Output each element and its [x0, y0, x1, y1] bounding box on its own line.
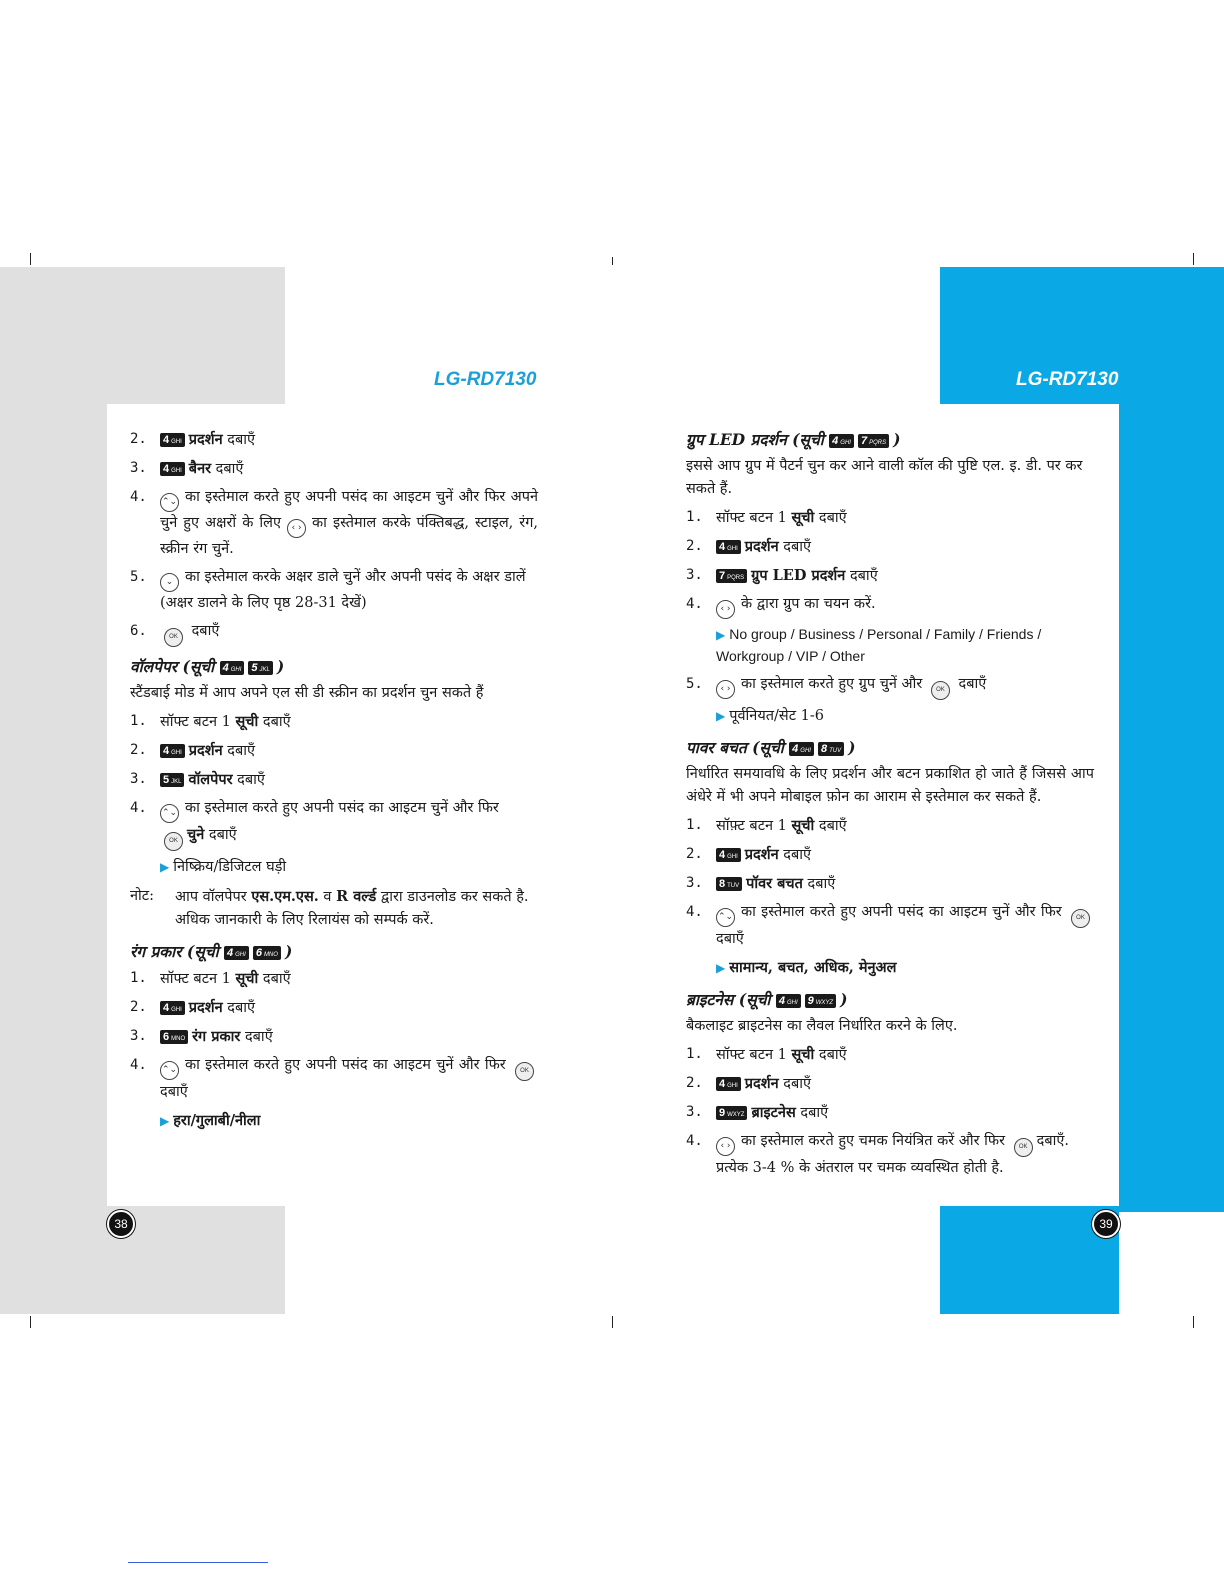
left-page-content	[130, 428, 538, 1139]
section-description: निर्धारित समयावधि के लिए प्रदर्शन और बटन प्रकाशित हो जाते हैं जिससे आप अंधेरे में भी अपने मोबाइल फ़ोन का आराम से इस्तेमाल कर सकते हैं.	[686, 766, 1094, 805]
step-item: 3. 7 PQRS ग्रुप LED प्रदर्शन दबाएँ	[686, 567, 878, 584]
step-item: 5. ⌄ का इस्तेमाल करके अक्षर डाले चुनें और अपनी पसंद के अक्षर डालें (अक्षर डालने के लिए पृष्ठ 28-31 देखें)	[130, 569, 526, 611]
triangle-bullet-icon: ▶	[160, 1114, 170, 1128]
step-item: 5. ‹ › का इस्तेमाल करते हुए ग्रुप चुनें और OK दबाएँ	[686, 673, 1094, 700]
step-item: 1. सॉफ़्ट बटन 1 सूची दबाएँ	[686, 817, 847, 834]
key-4-icon: 4 GHI	[829, 434, 854, 448]
nav-left-right-icon: ‹ ›	[716, 600, 735, 619]
key-8-icon: 8 TUV	[818, 742, 844, 756]
step-item: 4. ⌃⌄ का इस्तेमाल करते हुए अपनी पसंद का आइटम चुनें और फिर OKदबाएँ	[686, 901, 1094, 951]
key-5-icon: 5 JKL	[160, 773, 184, 787]
crop-mark	[30, 1316, 31, 1328]
option-list: ▶ निष्क्रिय/डिजिटल घड़ी	[160, 859, 287, 875]
section-heading: रंग प्रकार (सूची 4 GHI 6 MNO )	[130, 942, 293, 961]
option-list: ▶ No group / Business / Personal / Family / Friends / Workgroup / VIP / Other	[716, 626, 1042, 664]
right-page-panel	[1119, 404, 1224, 1212]
left-page-panel	[0, 1206, 285, 1314]
step-item: 4. ‹ › के द्वारा ग्रुप का चयन करें.	[686, 593, 1094, 619]
step-item: 6. OK दबाएँ	[130, 620, 538, 647]
step-item: 2. 4 GHI प्रदर्शन दबाएँ	[686, 538, 812, 555]
nav-left-right-icon: ‹ ›	[287, 519, 306, 538]
page-number-right: 39	[1092, 1210, 1120, 1238]
crop-mark	[612, 1316, 613, 1328]
option-list: ▶ हरा/गुलाबी/नीला	[160, 1112, 261, 1129]
triangle-bullet-icon: ▶	[716, 961, 726, 975]
step-item: 4. ⌃⌄ का इस्तेमाल करते हुए अपनी पसंद का आइटम चुनें और फिर OKदबाएँ	[130, 1054, 538, 1104]
step-item: 4. ‹ › का इस्तेमाल करते हुए चमक नियंत्रित करें और फिर OK दबाएँ. प्रत्येक 3-4 % के अंतराल पर चमक व्यवस्थित होती है.	[686, 1133, 1070, 1176]
key-4-icon: 4 GHI	[789, 742, 814, 756]
step-item: 2. 4 GHI प्रदर्शन दबाएँ	[130, 742, 256, 759]
crop-mark	[30, 253, 31, 265]
step-item: 3. 4 GHI बैनर दबाएँ	[130, 460, 244, 477]
ok-key-icon: OK	[164, 628, 183, 647]
key-4-icon: 4 GHI	[776, 994, 801, 1008]
ok-key-icon: OK	[1014, 1138, 1033, 1157]
step-item: 4. ⌃⌄ का इस्तेमाल करते हुए अपनी पसंद का आइटम चुनें और फिर OK चुने दबाएँ	[130, 797, 538, 851]
nav-up-down-icon: ⌃⌄	[160, 1061, 179, 1080]
key-4-icon: 4 GHI	[220, 661, 245, 675]
section-heading: वॉलपेपर (सूची 4 GHI 5 JKL )	[130, 657, 285, 676]
nav-up-down-icon: ⌃⌄	[716, 908, 735, 927]
step-item: 2. 4 GHI प्रदर्शन दबाएँ	[130, 999, 256, 1016]
key-4-icon: 4 GHI	[160, 744, 185, 758]
step-item: 1. सॉफ्ट बटन 1 सूची दबाएँ	[130, 970, 291, 987]
key-4-icon: 4 GHI	[160, 1001, 185, 1015]
model-header-left: LG-RD7130	[434, 369, 537, 390]
ok-key-icon: OK	[1071, 909, 1090, 928]
step-item: 2. 4 GHI प्रदर्शन दबाएँ	[130, 431, 256, 448]
section-description: इससे आप ग्रुप में पैटर्न चुन कर आने वाली कॉल की पुष्टि एल. इ. डी. पर कर सकते हैं.	[686, 458, 1083, 497]
model-header-right: LG-RD7130	[1016, 369, 1119, 390]
step-item: 4. ⌃⌄ का इस्तेमाल करते हुए अपनी पसंद का आइटम चुनें और फिर अपने चुने हुए अक्षरों के लिए ‹ › का इस्तेमाल करके पंक्तिबद्ध, स्टाइल, रंग, स्क्रीन रंग चुनें.	[130, 489, 539, 557]
key-9-icon: 9 WXYZ	[716, 1106, 747, 1120]
step-item: 2. 4 GHI प्रदर्शन दबाएँ	[686, 1075, 812, 1092]
triangle-bullet-icon: ▶	[160, 860, 170, 874]
key-4-icon: 4 GHI	[160, 433, 185, 447]
section-heading: पावर बचत (सूची 4 GHI 8 TUV )	[686, 738, 856, 757]
step-item: 2. 4 GHI प्रदर्शन दबाएँ	[686, 846, 812, 863]
nav-left-right-icon: ‹ ›	[716, 1137, 735, 1156]
key-6-icon: 6 MNO	[160, 1030, 188, 1044]
nav-down-icon: ⌄	[160, 573, 179, 592]
key-4-icon: 4 GHI	[160, 462, 185, 476]
key-4-icon: 4 GHI	[716, 540, 741, 554]
triangle-bullet-icon: ▶	[716, 628, 726, 642]
triangle-bullet-icon: ▶	[716, 709, 726, 723]
left-page-panel	[0, 267, 285, 404]
key-4-icon: 4 GHI	[224, 946, 249, 960]
step-item: 3. 6 MNO रंग प्रकार दबाएँ	[130, 1028, 273, 1045]
right-page-content	[686, 428, 1094, 1185]
crop-mark	[1193, 1316, 1194, 1328]
nav-up-down-icon: ⌃⌄	[160, 804, 179, 823]
option-list: ▶ पूर्वनियत/सेट 1-6	[716, 708, 824, 724]
section-heading: ग्रुप LED प्रदर्शन (सूची 4 GHI 7 PQRS )	[686, 430, 901, 449]
crop-mark	[612, 257, 613, 265]
ok-key-icon: OK	[515, 1062, 534, 1081]
key-5-icon: 5 JKL	[248, 661, 272, 675]
nav-up-down-icon: ⌃⌄	[160, 493, 179, 512]
key-6-icon: 6 MNO	[253, 946, 281, 960]
key-8-icon: 8 TUV	[716, 877, 742, 891]
step-item: 3. 8 TUV पॉवर बचत दबाएँ	[686, 875, 836, 892]
step-item: 3. 5 JKL वॉलपेपर दबाएँ	[130, 771, 265, 788]
step-item: 3. 9 WXYZ ब्राइटनेस दबाएँ	[686, 1104, 829, 1121]
section-heading: ब्राइटनेस (सूची 4 GHI 9 WXYZ )	[686, 990, 848, 1009]
key-9-icon: 9 WXYZ	[805, 994, 836, 1008]
key-7-icon: 7 PQRS	[716, 569, 747, 583]
option-list: ▶ सामान्य, बचत, अधिक, मेनुअल	[716, 959, 897, 976]
key-4-icon: 4 GHI	[716, 1077, 741, 1091]
key-7-icon: 7 PQRS	[858, 434, 889, 448]
left-page-panel	[0, 404, 107, 1212]
section-description: स्टैंडबाई मोड में आप अपने एल सी डी स्क्रीन का प्रदर्शन चुन सकते हैं	[130, 685, 484, 701]
step-item: 1. सॉफ्ट बटन 1 सूची दबाएँ	[130, 713, 291, 730]
ok-key-icon: OK	[164, 832, 183, 851]
key-4-icon: 4 GHI	[716, 848, 741, 862]
page-number-left: 38	[107, 1210, 135, 1238]
footer-rule	[128, 1562, 268, 1563]
ok-key-icon: OK	[931, 681, 950, 700]
crop-mark	[1193, 253, 1194, 265]
section-description: बैकलाइट ब्राइटनेस का लैवल निर्धारित करने के लिए.	[686, 1018, 958, 1034]
step-item: 1. सॉफ्ट बटन 1 सूची दबाएँ	[686, 509, 847, 526]
step-item: 1. सॉफ्ट बटन 1 सूची दबाएँ	[686, 1046, 847, 1063]
nav-left-right-icon: ‹ ›	[716, 680, 735, 699]
note: नोट: आप वॉलपेपर एस.एम.एस. व R वर्ल्ड द्वारा डाउनलोड कर सकते है. अधिक जानकारी के लिए रिलायंस को सम्पर्क करें.	[130, 888, 529, 928]
